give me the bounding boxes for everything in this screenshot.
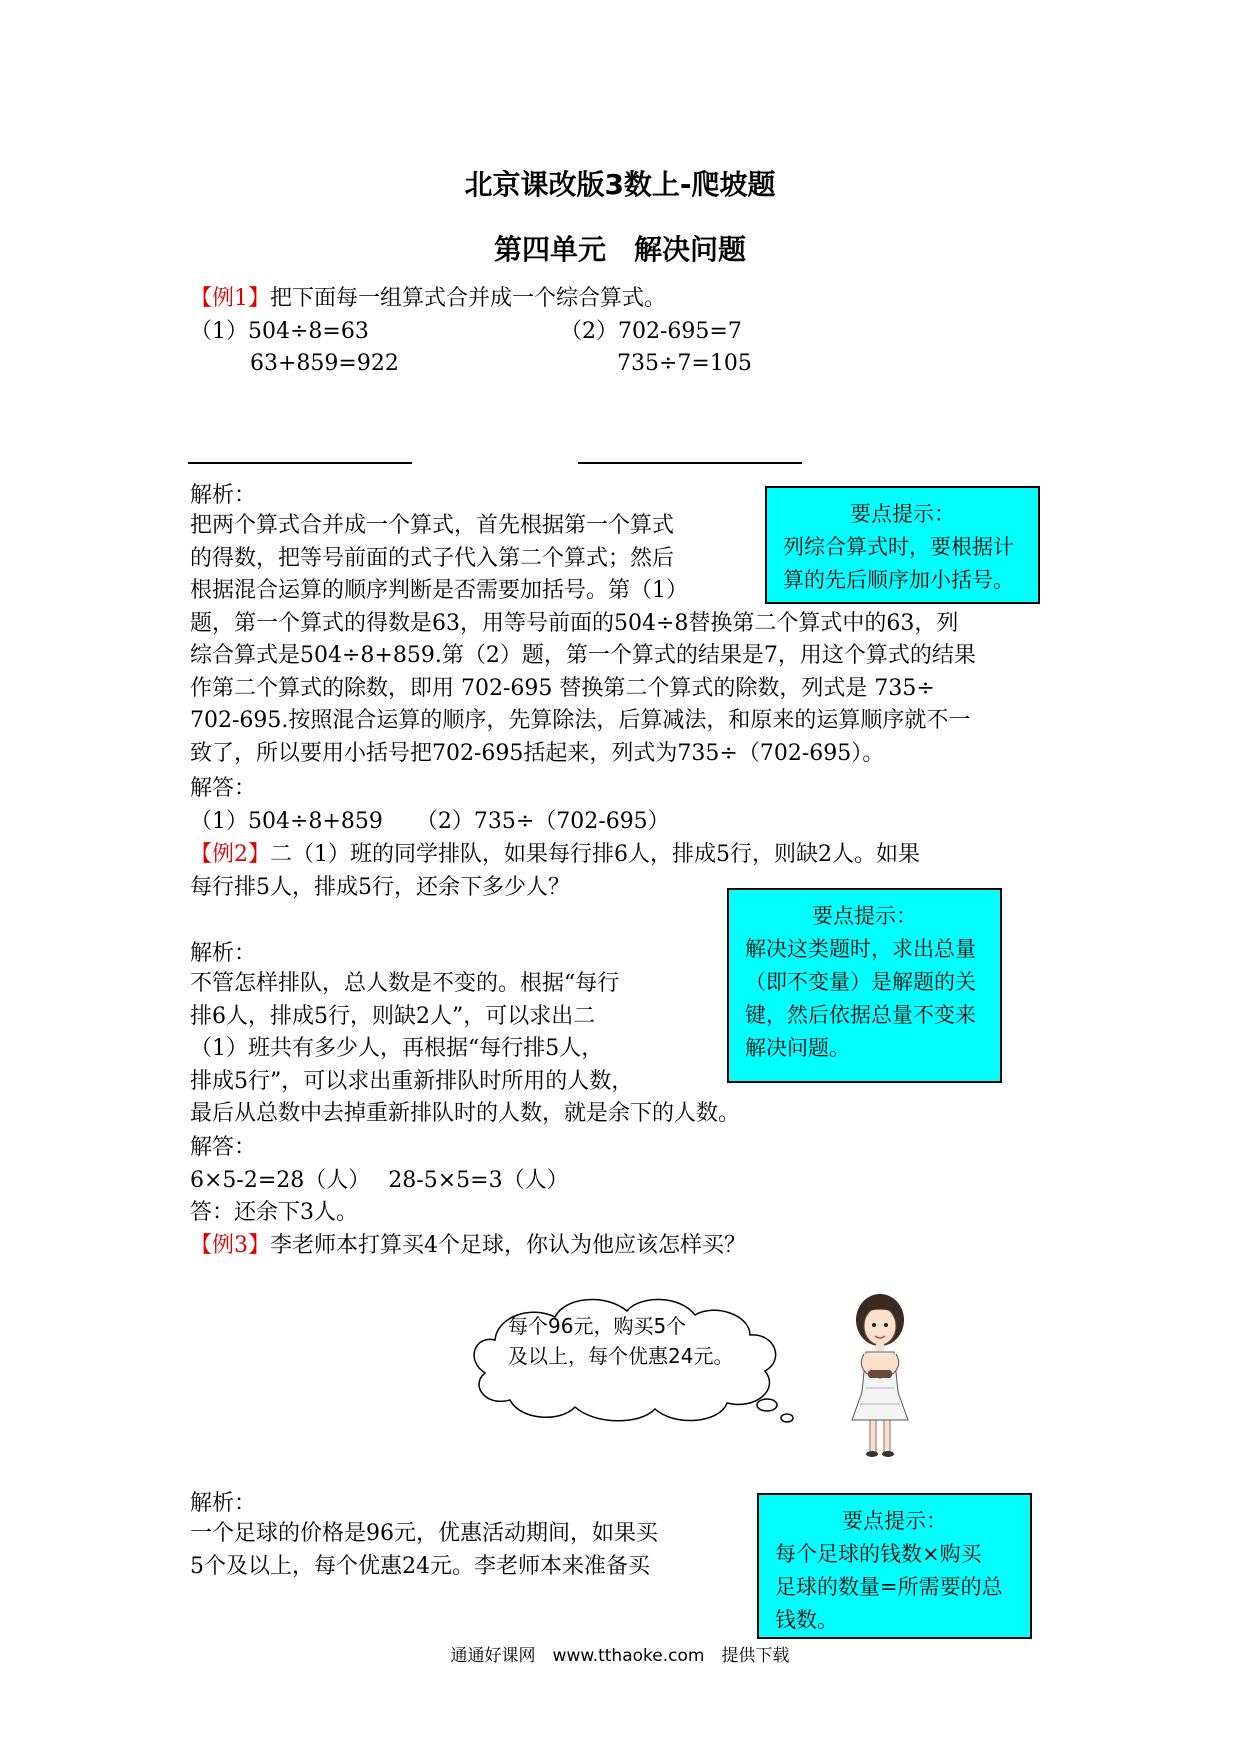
ex2-analysis-line: 排成5行”，可以求出重新排队时所用的人数，	[190, 1068, 634, 1094]
ex1-analysis-label: 解析：	[190, 483, 257, 508]
ex1-part1-line2: 63+859=922	[250, 351, 399, 376]
ex2-analysis-line: （1）班共有多少人，再根据“每行排5人，	[190, 1036, 604, 1061]
ex2-final-answer: 答：还余下3人。	[190, 1200, 358, 1225]
tip-line: 算的先后顺序加小括号。	[783, 568, 1014, 592]
page-footer: 通通好课网 www.tthaoke.com 提供下载	[450, 1646, 790, 1666]
ex2-answer-label: 解答：	[190, 1135, 257, 1160]
ex1-part2-line2: 735÷7=105	[617, 351, 752, 376]
tip-line: 足球的数量=所需要的总	[775, 1575, 1003, 1599]
example-3-tag: 【例3】	[190, 1233, 270, 1258]
tip-line: 列综合算式时，要根据计	[783, 535, 1014, 559]
ex1-analysis-line: 根据混合运算的顺序判断是否需要加括号。第（1）	[190, 578, 688, 603]
tip-line: （即不变量）是解题的关	[745, 970, 976, 994]
ex1-part1-line1: （1）504÷8=63	[190, 319, 369, 344]
tip-line: 解决这类题时，求出总量	[745, 937, 976, 961]
ex2-analysis-label: 解析：	[190, 941, 257, 966]
ex1-analysis-line: 致了，所以要用小括号把702-695括起来，列式为735÷（702-695）。	[190, 740, 885, 766]
document-title: 北京课改版3数上-爬坡题	[464, 168, 776, 201]
ex1-answer-label: 解答：	[190, 776, 257, 801]
answer-blank-line-2	[578, 462, 802, 464]
ex3-analysis-line: 5个及以上，每个优惠24元。李老师本来准备买	[190, 1553, 650, 1579]
ex1-part2-line1: （2）702-695=7	[560, 319, 742, 344]
ex1-analysis-line: 作第二个算式的除数，即用 702-695 替换第二个算式的除数，列式是 735÷	[190, 675, 935, 701]
tip-title: 要点提示：	[812, 904, 917, 928]
example-1-tag: 【例1】	[190, 286, 270, 311]
ex3-analysis-text	[190, 1518, 658, 1583]
ex2-tip-box	[727, 888, 1002, 1083]
example-2-tag: 【例2】	[190, 842, 270, 867]
bubble-text-line1: 每个96元，购买5个	[508, 1314, 687, 1338]
tip-line: 键，然后依据总量不变来	[745, 1003, 976, 1027]
example-3-text: 李老师本打算买4个足球，你认为他应该怎样买？	[270, 1233, 746, 1258]
example-3-question	[190, 1230, 746, 1262]
ex2-answer: 6×5-2=28（人） 28-5×5=3（人）	[190, 1168, 569, 1193]
example-1-question	[190, 283, 666, 315]
tip-line: 钱数。	[775, 1608, 838, 1632]
ex3-analysis-label: 解析：	[190, 1491, 257, 1516]
ex1-tip-box	[765, 486, 1040, 604]
tip-line: 每个足球的钱数×购买	[775, 1542, 982, 1566]
ex1-analysis-line: 把两个算式合并成一个算式，首先根据第一个算式	[190, 513, 675, 538]
tip-line: 解决问题。	[745, 1036, 850, 1060]
teacher-figure-icon	[840, 1292, 920, 1460]
ex1-analysis-line: 综合算式是504÷8+859.第（2）题，第一个算式的结果是7，用这个算式的结果	[190, 643, 976, 668]
unit-title: 第四单元 解决问题	[493, 233, 746, 266]
ex1-analysis-line: 的得数，把等号前面的式子代入第二个算式；然后	[190, 545, 675, 571]
example-2-question-line2: 每行排5人，排成5行，还余下多少人？	[190, 875, 570, 900]
ex3-analysis-line: 一个足球的价格是96元，优惠活动期间，如果买	[190, 1521, 658, 1546]
ex2-analysis-line: 最后从总数中去掉重新排队时的人数，就是余下的人数。	[190, 1101, 741, 1126]
ex2-analysis-line: 排6人，排成5行，则缺2人”，可以求出二	[190, 1003, 596, 1029]
example-1-text: 把下面每一组算式合并成一个综合算式。	[270, 286, 667, 311]
ex2-analysis-line: 不管怎样排队，总人数是不变的。根据“每行	[190, 971, 620, 996]
tip-title: 要点提示：	[850, 502, 955, 526]
ex2-analysis-text	[190, 968, 740, 1131]
ex1-analysis-line: 702-695.按照混合运算的顺序，先算除法，后算减法，和原来的运算顺序就不一	[190, 708, 971, 733]
bubble-text-line2: 及以上，每个优惠24元。	[508, 1344, 734, 1368]
answer-blank-line-1	[188, 462, 412, 464]
tip-title: 要点提示：	[842, 1509, 947, 1533]
ex3-tip-box	[757, 1493, 1032, 1639]
ex1-analysis-line: 题，第一个算式的得数是63，用等号前面的504÷8替换第二个算式中的63，列	[190, 610, 959, 636]
example-2-question	[190, 839, 920, 871]
ex1-answer: （1）504÷8+859 （2）735÷（702-695）	[190, 809, 670, 834]
example-2-text: 二（1）班的同学排队，如果每行排6人，排成5行，则缺2人。如果	[270, 842, 920, 867]
